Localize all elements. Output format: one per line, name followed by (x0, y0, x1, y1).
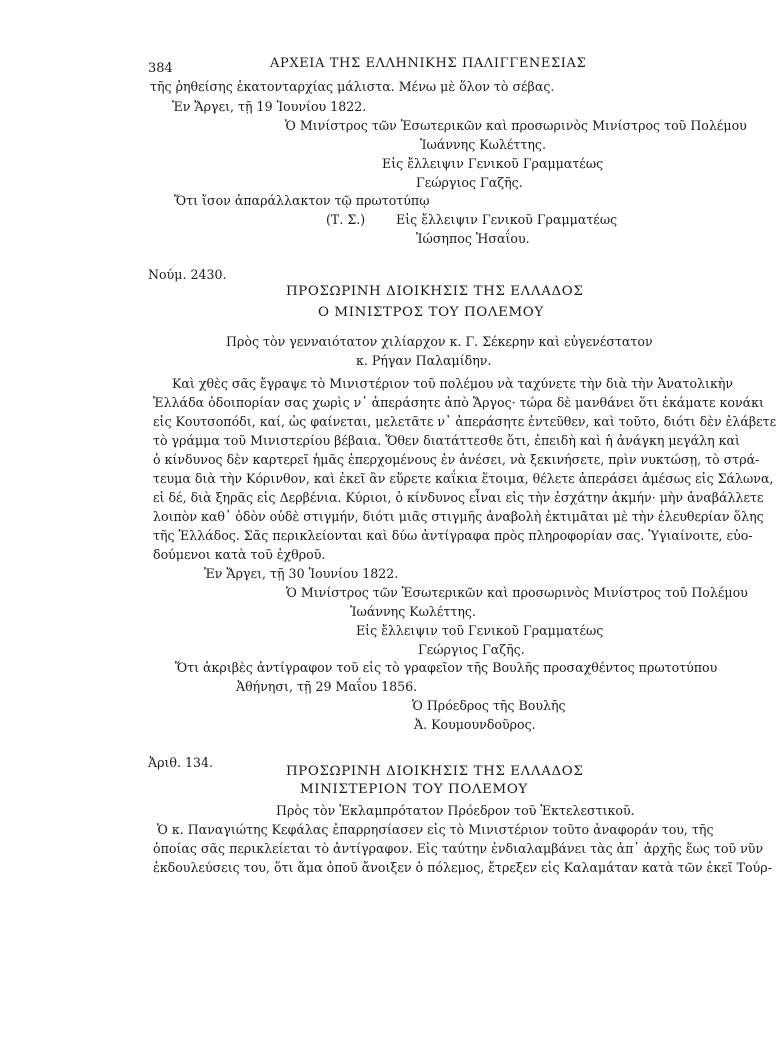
signatory-name: Γεώργιος Γαζῆς. (418, 642, 525, 657)
document-number: Νούμ. 2430. (148, 267, 227, 282)
document-subheading: ΜΙΝΙΣΤΕΡΙΟΝ ΤΟΥ ΠΟΛΕΜΟΥ (300, 782, 528, 797)
document-number: Ἀριθ. 134. (148, 755, 214, 770)
signatory-title: Ὁ Πρόεδρος τῆς Βουλῆς (412, 698, 566, 713)
body-line: Καὶ χθὲς σᾶς ἔγραψε τὸ Μινιστέριον τοῦ πολέμου νὰ ταχύνετε τὴν διὰ τὴν Ἀνατολικὴν (172, 376, 734, 391)
body-line: Ὁ κ. Παναγιώτης Κεφάλας ἐπαρρησίασεν εἰς τὸ Μινιστέριον τοῦτο ἀναφοράν του, τῆς (157, 822, 714, 837)
body-line: τὸ γράμμα τοῦ Μινιστερίου βέβαια. Ὅθεν διατάττεσθε ὅτι, ἐπειδὴ καὶ ἡ ἀνάγκη μεγάλη καὶ (153, 433, 740, 448)
signatory-name: Ἀ. Κουμουνδοῦρος. (414, 717, 536, 732)
signatory-title: Εἰς ἔλλειψιν τοῦ Γενικοῦ Γραμματέως (356, 623, 604, 638)
signatory-title: Ὁ Μινίστρος τῶν Ἐσωτερικῶν καὶ προσωρινὸς Μινίστρος τοῦ Πολέμου (285, 118, 747, 133)
body-line: ὁποίας σᾶς περικλείεται τὸ ἀντίγραφον. Εἰς ταύτην ἐνδιαλαμβάνει τὰς ἀπ᾿ ἀρχῆς ἕως τοῦ νῦν (153, 841, 764, 856)
body-line: Ἑλλάδα ὁδοιπορίαν σας χωρὶς ν᾿ ἀπεράσητε ἀπὸ Ἄργος· τώρα δὲ μανθάνει ὅτι ἐκάματε κονάκι (153, 395, 764, 410)
body-line: εἰ δέ, διὰ ξηρᾶς εἰς Δερβένια. Κύριοι, ὁ κίνδυνος εἶναι εἰς τὴν ἐσχάτην ἀκμήν· μὴν ἀναβάλλετε (153, 490, 764, 505)
signatory-title: Εἰς ἔλλειψιν Γενικοῦ Γραμματέως (382, 156, 604, 171)
signatory-name: Ἰωάννης Κωλέττης. (350, 604, 476, 619)
seal-mark: (Τ. Σ.) (326, 212, 366, 227)
body-line: τῆς Ἑλλάδος. Σᾶς περικλείονται καὶ δύω ἀντίγραφα πρὸς πληροφορίαν σας. Ὑγιαίνοιτε, εὐο- (153, 528, 753, 543)
document-heading: ΠΡΟΣΩΡΙΝΗ ΔΙΟΙΚΗΣΙΣ ΤΗΣ ΕΛΛΑΔΟΣ (286, 284, 584, 299)
body-line: τευμα διὰ τὴν Κόρινθον, καὶ ἐκεῖ ἂν εὕρετε καΐκια ἕτοιμα, θέλετε ἀπεράσει ἀμέσως εἰς Σάλωνα, (153, 471, 774, 486)
body-line: ἐκδουλεύσεις του, ὅτι ἅμα ὁποῦ ἄνοιξεν ὁ πόλεμος, ἔτρεξεν εἰς Καλαμάταν κατὰ τῶν ἐκεῖ Τούρ- (153, 860, 772, 875)
document-heading: ΠΡΟΣΩΡΙΝΗ ΔΙΟΙΚΗΣΙΣ ΤΗΣ ΕΛΛΑΔΟΣ (286, 764, 584, 779)
address-line: Πρὸς τὸν γενναιότατον χιλίαρχον κ. Γ. Σέκερην καὶ εὐγενέστατον (226, 334, 653, 349)
signatory-name: Γεώργιος Γαζῆς. (416, 175, 523, 190)
signatory-title: Εἰς ἔλλειψιν Γενικοῦ Γραμματέως (396, 212, 618, 227)
body-line: εἰς Κουτσοπόδι, καί, ὡς φαίνεται, μελετᾶτε ν᾿ ἀπεράσητε ἐντεῦθεν, καὶ τοῦτο, διότι δὲν ἐλάβετε (153, 414, 776, 429)
copy-note: Ὅτι ἀκριβὲς ἀντίγραφον τοῦ εἰς τὸ γραφεῖον τῆς Βουλῆς προσαχθέντος πρωτοτύπου (175, 660, 718, 675)
text-line: τῆς ῥηθείσης ἑκατονταρχίας μάλιστα. Μένω μὲ ὅλον τὸ σέβας. (150, 79, 555, 94)
date-line: Ἐν Ἄργει, τῇ 30 Ἰουνίου 1822. (204, 566, 399, 581)
signatory-name: Ἰώσηπος Ἡσαΐου. (416, 231, 530, 246)
page-number: 384 (148, 61, 173, 76)
address-line: Πρὸς τὸν Ἐκλαμπρότατον Πρόεδρον τοῦ Ἐκτελεστικοῦ. (276, 803, 635, 818)
signatory-title: Ὁ Μινίστρος τῶν Ἐσωτερικῶν καὶ προσωρινὸς Μινίστρος τοῦ Πολέμου (286, 585, 748, 600)
date-line: Ἀθήνησι, τῇ 29 Μαΐου 1856. (236, 679, 418, 694)
copy-note: Ὅτι ἴσον ἀπαράλλακτον τῷ πρωτοτύπῳ (174, 193, 430, 208)
body-line: ὁ κίνδυνος δὲν καρτερεῖ ἡμᾶς ἐπερχομένους ἐν ἀνέσει, νὰ ξεκινήσετε, πρὶν νυκτώσῃ, τὸ στρά- (153, 452, 760, 467)
signatory-name: Ἰωάννης Κωλέττης. (420, 137, 546, 152)
document-subheading: Ο ΜΙΝΙΣΤΡΟΣ ΤΟΥ ΠΟΛΕΜΟΥ (318, 305, 544, 320)
address-line: κ. Ρήγαν Παλαμίδην. (356, 353, 492, 368)
running-title: ΑΡΧΕΙΑ ΤΗΣ ΕΛΛΗΝΙΚΗΣ ΠΑΛΙΓΓΕΝΕΣΙΑΣ (270, 56, 587, 71)
body-line: λοιπὸν καθ᾿ ὁδὸν οὐδὲ στιγμήν, διότι μιᾶς στιγμῆς ἀναβολὴ ἐκτιμᾶται μὲ τὴν ἐλευθερίαν ὅλης (153, 509, 764, 524)
body-line: δούμενοι κατὰ τοῦ ἐχθροῦ. (153, 547, 326, 562)
date-line: Ἐν Ἄργει, τῇ 19 Ἰουνίου 1822. (172, 99, 367, 114)
